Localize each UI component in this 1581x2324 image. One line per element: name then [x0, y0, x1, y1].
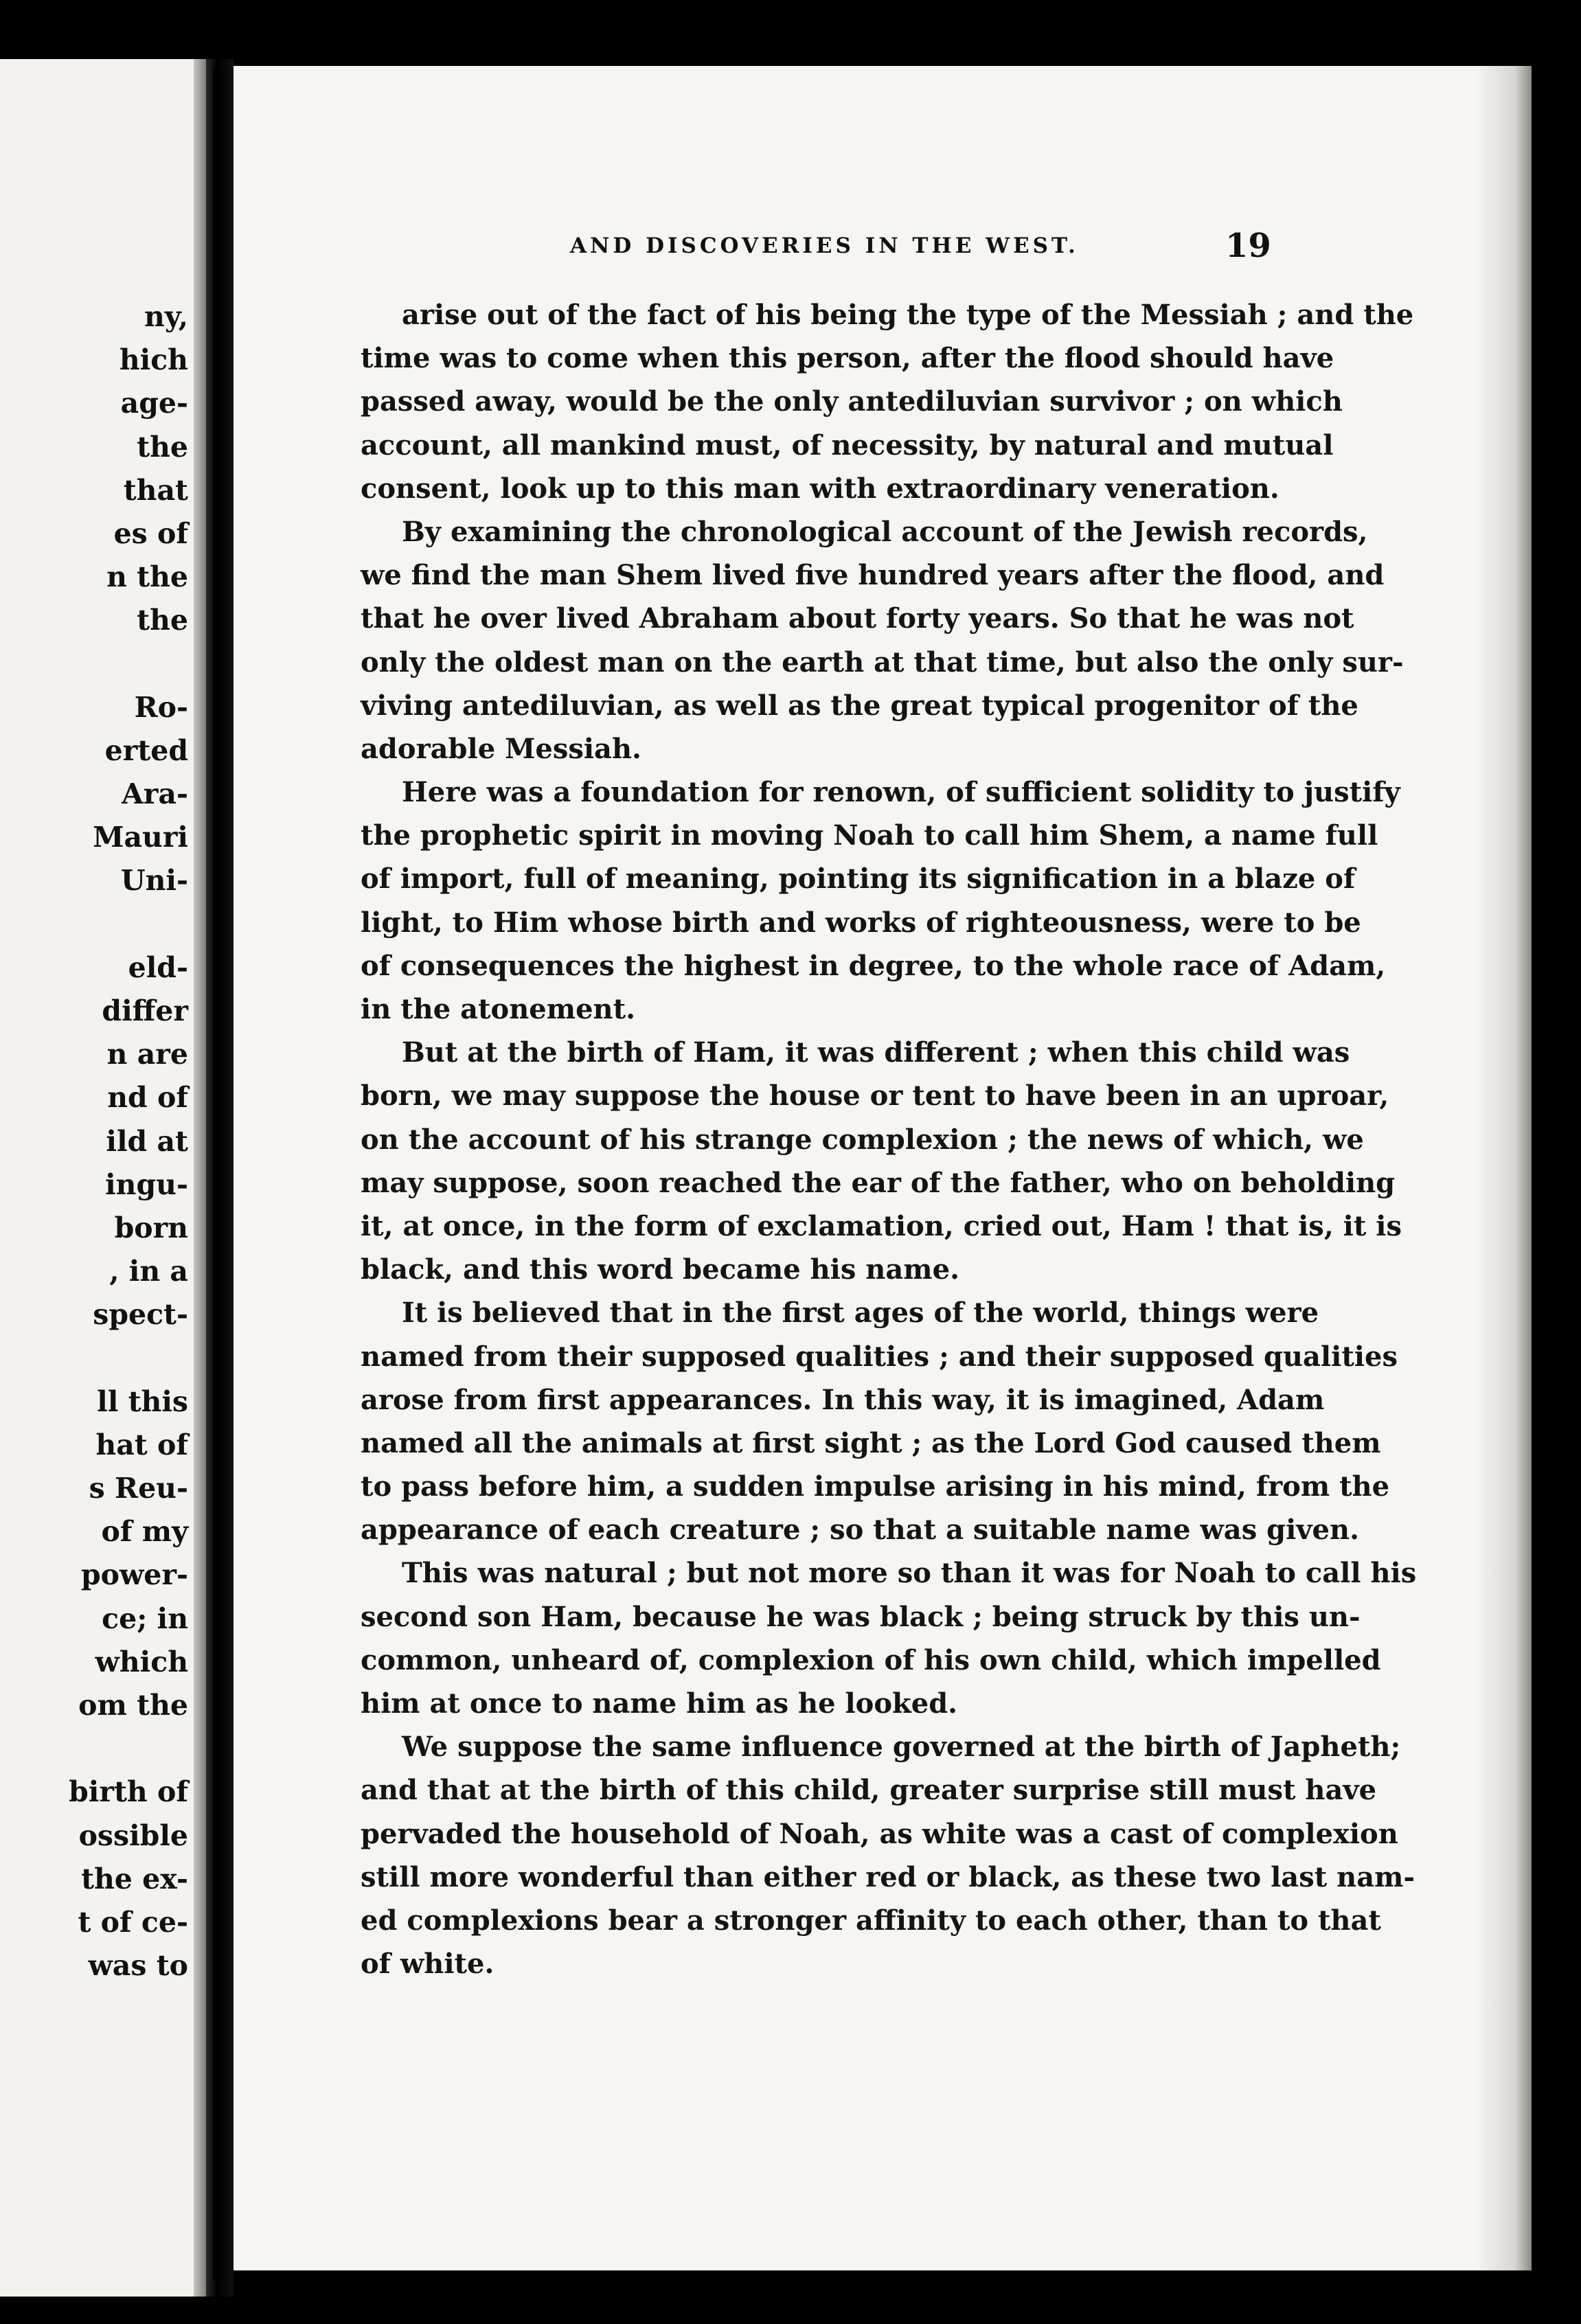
- text-line: only the oldest man on the earth at that time, but also the only sur-: [361, 646, 1404, 679]
- facing-page-fragment: n are: [106, 1038, 188, 1071]
- text-line: adorable Messiah.: [361, 732, 641, 765]
- text-line: This was natural ; but not more so than it was for Noah to call his: [402, 1557, 1417, 1590]
- facing-page-fragment: [0, 643, 194, 686]
- text-line: named all the animals at first sight ; as the Lord God caused them: [361, 1426, 1381, 1459]
- facing-page-fragment: differ: [102, 994, 188, 1027]
- text-line: It is believed that in the first ages of the world, things were: [402, 1297, 1319, 1330]
- text-line: arose from first appearances. In this way, it is imagined, Adam: [361, 1383, 1325, 1416]
- running-head: AND DISCOVERIES IN THE WEST.: [570, 233, 1079, 258]
- text-line: viving antediluvian, as well as the great typical progenitor of the: [361, 689, 1358, 722]
- facing-page-fragment: [0, 1727, 194, 1770]
- text-line: But at the birth of Ham, it was different ; when this child was: [402, 1036, 1350, 1069]
- text-line: of import, full of meaning, pointing its signification in a blaze of: [361, 863, 1356, 896]
- facing-page-fragment: [0, 903, 194, 946]
- text-line: Here was a foundation for renown, of sufficient solidity to justify: [402, 776, 1400, 809]
- facing-page-fragment: Ro-: [134, 690, 188, 724]
- facing-page-fragment: Uni-: [120, 864, 188, 898]
- text-line: arise out of the fact of his being the type of the Messiah ; and the: [402, 299, 1414, 331]
- facing-page-fragment: Ara-: [122, 777, 188, 811]
- facing-page-fragment: ce; in: [102, 1602, 188, 1635]
- facing-page-fragment: was to: [88, 1949, 188, 1983]
- facing-page-fragment: hich: [119, 343, 188, 377]
- text-line: We suppose the same influence governed at the birth of Japheth;: [402, 1731, 1401, 1764]
- page-edge-shadow: [1477, 66, 1532, 2270]
- facing-page-fragment: of my: [101, 1515, 188, 1549]
- text-line: we find the man Shem lived five hundred years after the flood, and: [361, 559, 1385, 592]
- text-line: in the atonement.: [361, 993, 635, 1025]
- text-line: consent, look up to this man with extraordinary veneration.: [361, 472, 1279, 505]
- facing-page-fragment: nd of: [107, 1081, 188, 1115]
- text-line: it, at once, in the form of exclamation, cried out, Ham ! that is, it is: [361, 1209, 1402, 1242]
- facing-page-fragment: [0, 1337, 194, 1380]
- facing-page-fragment: which: [95, 1645, 188, 1678]
- page-number: 19: [1225, 227, 1271, 265]
- facing-page-fragment: Mauri: [93, 821, 188, 854]
- facing-page-fragment: eld-: [128, 950, 188, 984]
- facing-page-fragment: age-: [120, 387, 188, 420]
- body-text: [361, 293, 1417, 1985]
- text-line: appearance of each creature ; so that a suitable name was given.: [361, 1514, 1360, 1547]
- text-line: black, and this word became his name.: [361, 1253, 959, 1286]
- text-line: and that at the birth of this child, greater surprise still must have: [361, 1774, 1377, 1807]
- book-gutter: [206, 59, 234, 2297]
- text-line: time was to come when this person, after the flood should have: [361, 342, 1334, 375]
- text-line: second son Ham, because he was black ; being struck by this un-: [361, 1600, 1361, 1633]
- facing-page-fragment: the: [137, 604, 188, 637]
- book-spine: [213, 69, 218, 2280]
- text-line: to pass before him, a sudden impulse arising in his mind, from the: [361, 1470, 1390, 1503]
- facing-page-fragment: ossible: [78, 1819, 188, 1852]
- text-line: named from their supposed qualities ; and their supposed qualities: [361, 1340, 1398, 1373]
- facing-page-fragment: ll this: [97, 1385, 188, 1418]
- facing-page-fragment: that: [123, 473, 188, 507]
- facing-page-fragment: the ex-: [81, 1862, 188, 1895]
- facing-page-fragment: ingu-: [105, 1167, 188, 1201]
- facing-page-fragment: spect-: [93, 1298, 188, 1332]
- facing-page-fragment: om the: [78, 1689, 188, 1722]
- text-line: passed away, would be the only antediluvian survivor ; on which: [361, 385, 1343, 418]
- text-line: that he over lived Abraham about forty years. So that he was not: [361, 602, 1354, 635]
- text-line: account, all mankind must, of necessity, by natural and mutual: [361, 429, 1334, 462]
- facing-page-fragment: erted: [104, 733, 188, 767]
- facing-page-fragment: es of: [113, 516, 188, 550]
- text-line: on the account of his strange complexion ; the news of which, we: [361, 1123, 1364, 1156]
- text-line: born, we may suppose the house or tent to have been in an uproar,: [361, 1080, 1389, 1113]
- text-line: the prophetic spirit in moving Noah to call him Shem, a name full: [361, 819, 1378, 852]
- text-line: of consequences the highest in degree, to the whole race of Adam,: [361, 949, 1386, 982]
- text-line: By examining the chronological account of the Jewish records,: [402, 515, 1368, 548]
- facing-page-text: [0, 295, 194, 1987]
- facing-page-fragment: s Reu-: [89, 1472, 188, 1505]
- facing-page-fragment: n the: [106, 560, 188, 594]
- text-line: ed complexions bear a stronger affinity to each other, than to that: [361, 1904, 1381, 1937]
- facing-page-fragment: , in a: [109, 1255, 188, 1288]
- facing-page-fragment: the: [137, 430, 188, 464]
- facing-page-fragment: power-: [80, 1558, 188, 1592]
- text-line: common, unheard of, complexion of his own child, which impelled: [361, 1643, 1381, 1676]
- facing-page-fragment: born: [114, 1211, 188, 1244]
- text-line: light, to Him whose birth and works of righteousness, were to be: [361, 906, 1361, 939]
- text-line: him at once to name him as he looked.: [361, 1687, 958, 1720]
- text-line: may suppose, soon reached the ear of the father, who on beholding: [361, 1166, 1396, 1199]
- facing-page-fragment: ny,: [144, 300, 188, 333]
- text-line: of white.: [361, 1948, 494, 1981]
- text-line: still more wonderful than either red or black, as these two last nam-: [361, 1860, 1415, 1893]
- facing-page-fragment: birth of: [69, 1775, 188, 1809]
- facing-page-fragment: hat of: [95, 1428, 188, 1461]
- facing-page-fragment: t of ce-: [78, 1905, 188, 1939]
- facing-page-fragment: ild at: [106, 1124, 188, 1158]
- text-line: pervaded the household of Noah, as white was a cast of complexion: [361, 1817, 1398, 1850]
